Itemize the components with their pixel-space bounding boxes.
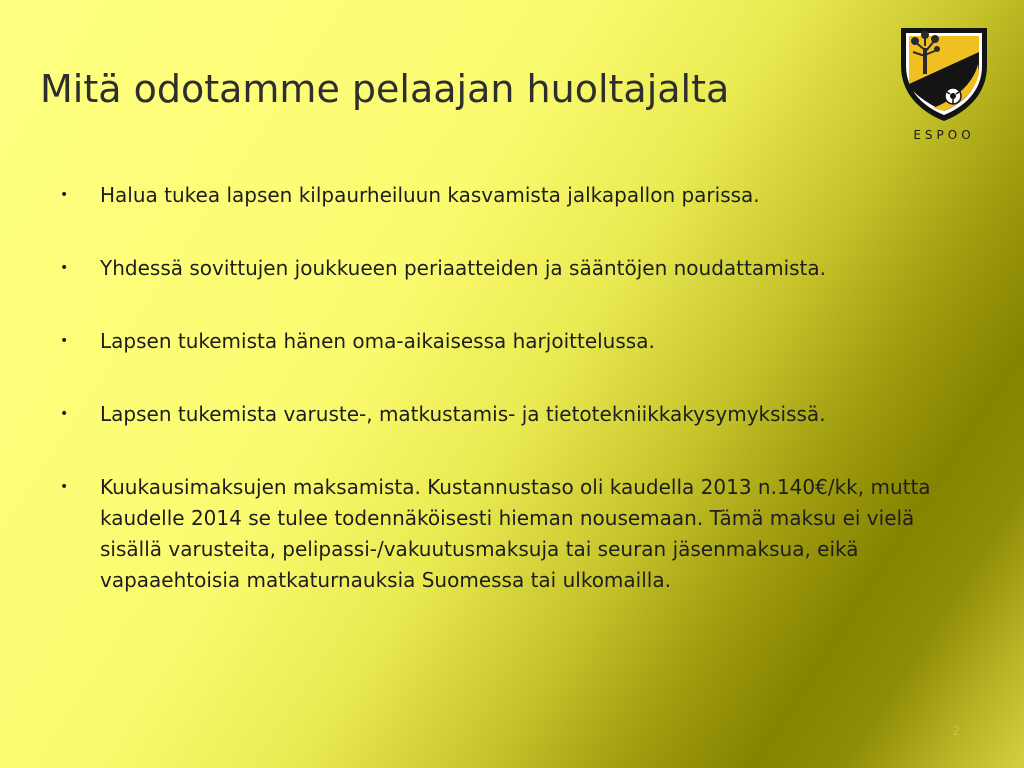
bullet-text: Kuukausimaksujen maksamista. Kustannustaso oli kaudella 2013 n.140€/kk, mutta kaudelle 2014 se tulee todennäköisesti hieman nousemaan. Tämä maksu ei vielä sisällä varusteita, pelipassi-/vakuutusmaksuja tai seuran jäsenmaksua, eikä vapaaehtoisia matkaturnauksia Suomessa tai ulkomailla. bbox=[100, 475, 931, 592]
logo-caption: ESPOO bbox=[913, 128, 975, 142]
bullet-item bbox=[58, 253, 958, 284]
club-logo bbox=[893, 22, 995, 150]
bullet-symbol: • bbox=[60, 187, 69, 203]
slide-title: Mitä odotamme pelaajan huoltajalta bbox=[40, 67, 730, 111]
bullet-symbol: • bbox=[60, 406, 69, 422]
bullet-symbol: • bbox=[60, 260, 69, 276]
bullet-list bbox=[58, 180, 958, 638]
bullet-text: Lapsen tukemista varuste-, matkustamis- ja tietotekniikkakysymyksissä. bbox=[100, 402, 826, 426]
bullet-text: Lapsen tukemista hänen oma-aikaisessa harjoittelussa. bbox=[100, 329, 655, 353]
bullet-text: Halua tukea lapsen kilpaurheiluun kasvamista jalkapallon parissa. bbox=[100, 183, 760, 207]
bullet-item bbox=[58, 180, 958, 211]
bullet-text: Yhdessä sovittujen joukkueen periaatteiden ja sääntöjen noudattamista. bbox=[100, 256, 826, 280]
fc-honka-shield-icon bbox=[893, 22, 995, 124]
bullet-symbol: • bbox=[60, 333, 69, 349]
page-number: 2 bbox=[952, 724, 960, 738]
bullet-item bbox=[58, 472, 958, 596]
bullet-item bbox=[58, 399, 958, 430]
bullet-symbol: • bbox=[60, 479, 69, 495]
bullet-item bbox=[58, 326, 958, 357]
